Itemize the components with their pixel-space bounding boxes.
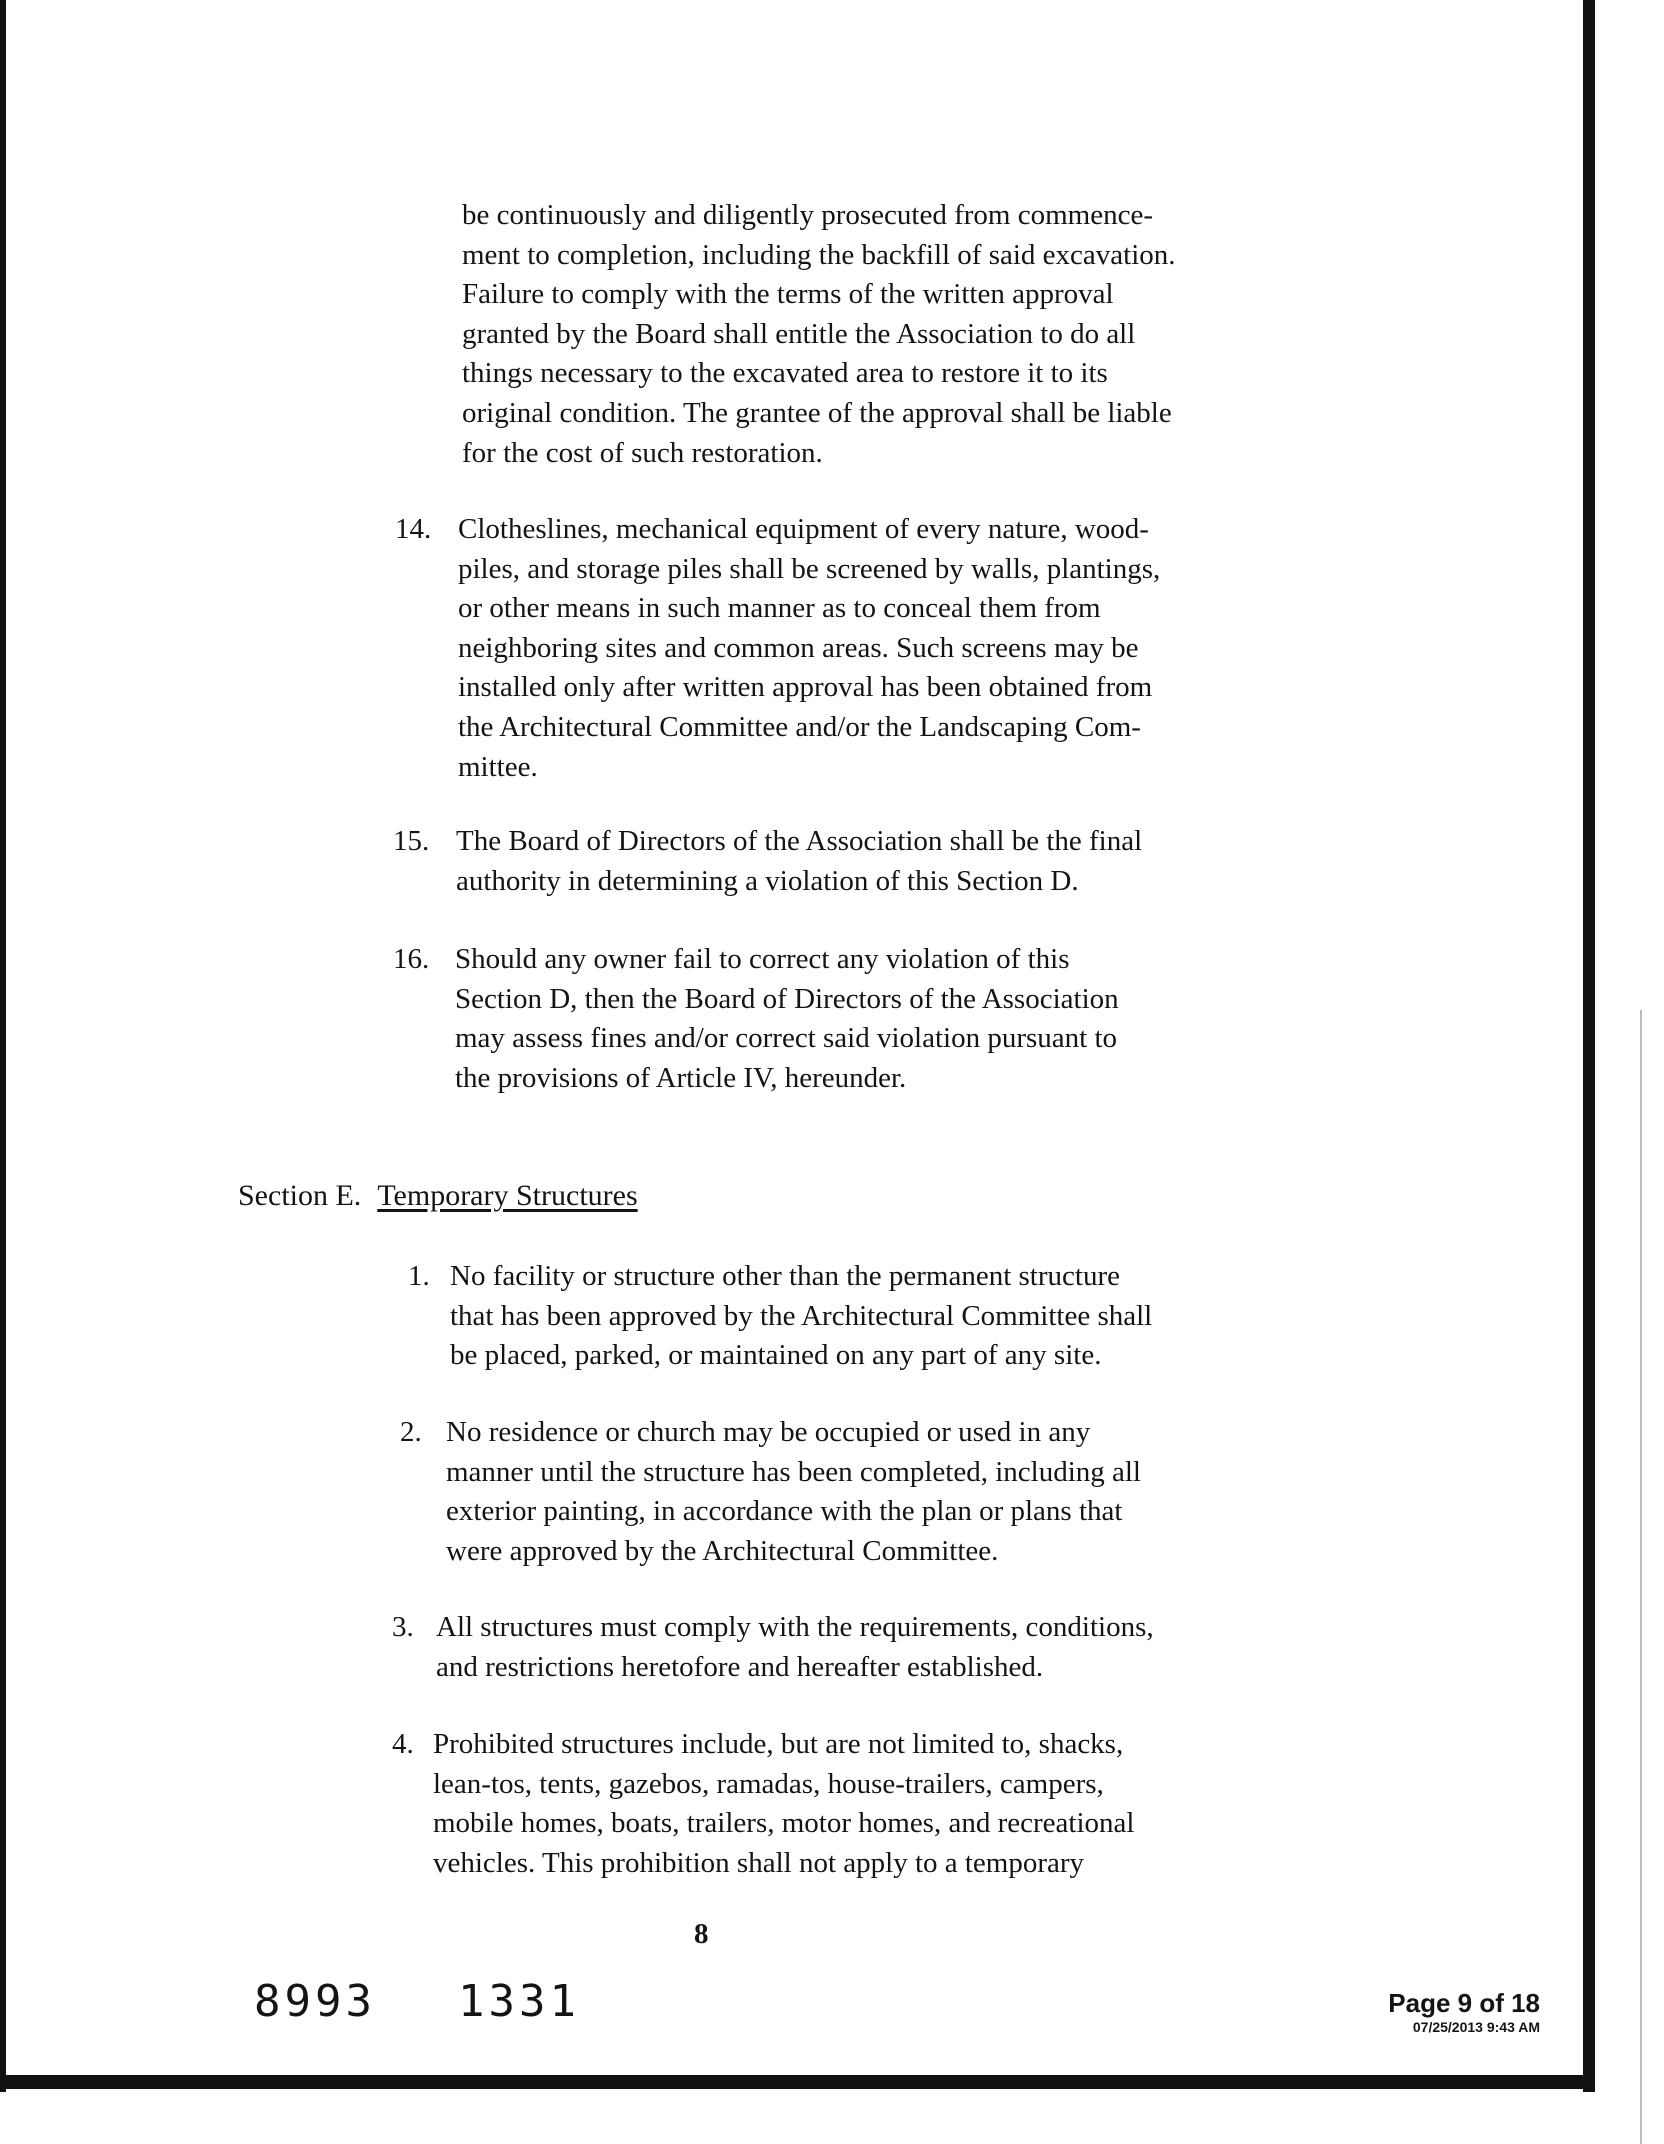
page-number: 8 [694,1918,709,1950]
item-number: 4. [392,1728,414,1760]
scan-border-bottom [0,2075,1595,2089]
scan-border-right [1583,0,1595,2092]
text-line: Section D, then the Board of Directors of the Association [455,982,1119,1015]
text-line: manner until the structure has been completed, including all [446,1455,1141,1488]
text-line: Prohibited structures include, but are not limited to, shacks, [433,1728,1124,1760]
timestamp: 07/25/2013 9:43 AM [1412,2019,1540,2035]
text-line: mittee. [458,750,538,783]
text-line: for the cost of such restoration. [462,436,823,469]
text-line: authority in determining a violation of this Section D. [456,864,1079,897]
text-line: things necessary to the excavated area to restore it to its [462,357,1108,390]
text-line: or other means in such manner as to conceal them from [458,592,1101,625]
item-16-text [455,940,1119,1098]
text-line: were approved by the Architectural Committee. [446,1534,999,1567]
text-line: The Board of Directors of the Association shall be the final [456,825,1143,857]
scan-border-left [0,0,6,2092]
item-15-text [456,822,1142,901]
item-number: 2. [400,1416,422,1448]
section-e-heading [238,1176,638,1216]
text-line: that has been approved by the Architectural Committee shall [450,1299,1153,1332]
page-reference: 1331 [458,1976,580,2027]
text-line: vehicles. This prohibition shall not apply to a temporary [433,1846,1085,1879]
book-number: 8993 [254,1976,376,2027]
text-line: No facility or structure other than the permanent structure [450,1260,1120,1292]
text-line: lean-tos, tents, gazebos, ramadas, house-trailers, campers, [433,1767,1104,1800]
text-line: Clotheslines, mechanical equipment of every nature, wood- [458,513,1149,545]
section-e-item-2-text [446,1413,1141,1571]
text-line: original condition. The grantee of the approval shall be liable [462,396,1172,429]
text-line: piles, and storage piles shall be screened by walls, plantings, [458,552,1161,585]
item-number: 14. [395,513,432,545]
text-line: Should any owner fail to correct any violation of this [455,943,1070,975]
section-title: Temporary Structures [377,1179,638,1212]
text-line: No residence or church may be occupied or used in any [446,1416,1091,1448]
text-line: may assess fines and/or correct said violation pursuant to [455,1022,1118,1055]
text-line: ment to completion, including the backfill of said excavation. [462,238,1176,271]
text-line: All structures must comply with the requirements, conditions, [436,1611,1154,1643]
text-line: neighboring sites and common areas. Such screens may be [458,631,1139,664]
text-line: and restrictions heretofore and hereafter established. [436,1650,1044,1683]
section-e-item-1-text [450,1257,1152,1376]
page-of-label: Page 9 of 18 [1388,1988,1540,2018]
section-e-item-3-text [436,1608,1154,1687]
text-line: Failure to comply with the terms of the written approval [462,278,1114,311]
item-number: 15. [393,825,430,857]
text-line: the Architectural Committee and/or the Landscaping Com- [458,710,1141,743]
text-line: the provisions of Article IV, hereunder. [455,1061,907,1094]
text-line: be continuously and diligently prosecuted from commence- [462,199,1153,231]
item-14-text [458,510,1160,787]
text-line: granted by the Board shall entitle the Association to do all [462,317,1136,350]
text-line: be placed, parked, or maintained on any part of any site. [450,1339,1102,1372]
item-number: 16. [393,943,430,975]
continuation-paragraph [462,196,1176,473]
text-line: installed only after written approval has been obtained from [458,671,1153,704]
scan-edge-line [1640,1010,1642,2144]
item-number: 1. [408,1260,430,1292]
page-stamp [1300,1988,1540,2036]
text-line: exterior painting, in accordance with the plan or plans that [446,1495,1123,1528]
item-number: 3. [392,1611,414,1643]
text-line: mobile homes, boats, trailers, motor homes, and recreational [433,1807,1135,1840]
section-label: Section E. [238,1179,362,1212]
section-e-item-4-text [433,1725,1134,1883]
